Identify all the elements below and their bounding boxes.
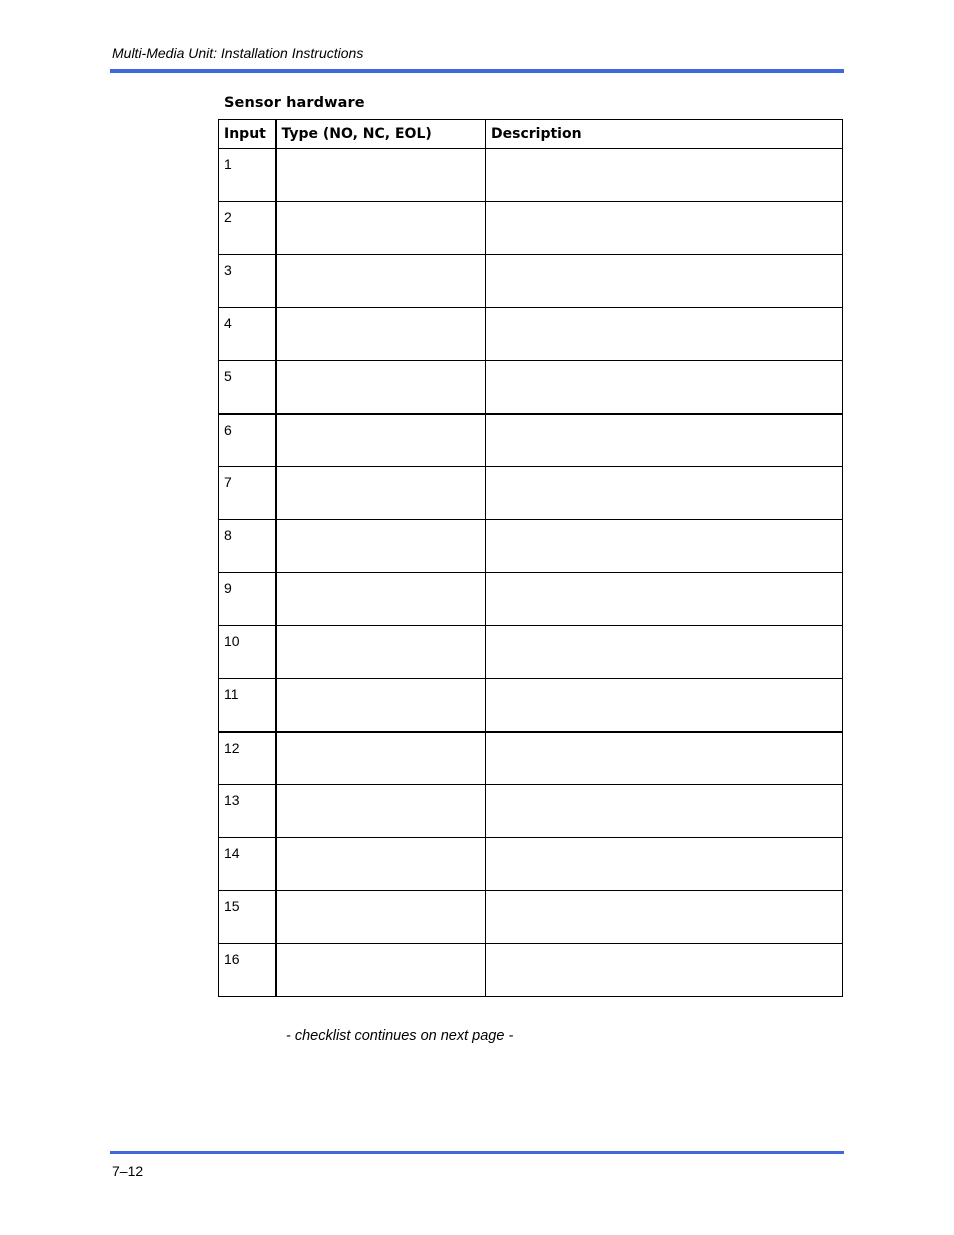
section-title: Sensor hardware — [224, 95, 365, 111]
column-header-description: Description — [486, 120, 843, 149]
table-row — [219, 838, 843, 891]
description-cell — [486, 732, 843, 785]
input-number-cell: 8 — [219, 520, 276, 573]
input-number-cell: 4 — [219, 308, 276, 361]
type-cell — [276, 891, 486, 944]
description-cell — [486, 891, 843, 944]
column-header-type: Type (NO, NC, EOL) — [276, 120, 486, 149]
type-cell — [276, 520, 486, 573]
continuation-note: - checklist continues on next page - — [286, 1028, 514, 1044]
sensor-hardware-table — [218, 119, 843, 997]
type-cell — [276, 361, 486, 414]
description-cell — [486, 838, 843, 891]
description-cell — [486, 308, 843, 361]
input-number-cell: 16 — [219, 944, 276, 997]
description-cell — [486, 149, 843, 202]
description-cell — [486, 202, 843, 255]
input-number-cell: 14 — [219, 838, 276, 891]
running-header: Multi-Media Unit: Installation Instructions — [112, 45, 364, 61]
input-number-cell: 7 — [219, 467, 276, 520]
footer-rule — [110, 1151, 844, 1154]
input-number-cell: 1 — [219, 149, 276, 202]
type-cell — [276, 149, 486, 202]
description-cell — [486, 520, 843, 573]
input-number-cell: 9 — [219, 573, 276, 626]
type-cell — [276, 732, 486, 785]
input-number-cell: 5 — [219, 361, 276, 414]
type-cell — [276, 255, 486, 308]
table-row — [219, 626, 843, 679]
table-row — [219, 149, 843, 202]
description-cell — [486, 573, 843, 626]
input-number-cell: 2 — [219, 202, 276, 255]
description-cell — [486, 944, 843, 997]
type-cell — [276, 838, 486, 891]
table-row — [219, 732, 843, 785]
header-rule — [110, 69, 844, 73]
input-number-cell: 6 — [219, 414, 276, 467]
table-row — [219, 308, 843, 361]
type-cell — [276, 785, 486, 838]
table-row — [219, 573, 843, 626]
type-cell — [276, 573, 486, 626]
type-cell — [276, 202, 486, 255]
description-cell — [486, 626, 843, 679]
description-cell — [486, 414, 843, 467]
input-number-cell: 10 — [219, 626, 276, 679]
page-number: 7–12 — [112, 1163, 144, 1179]
input-number-cell: 13 — [219, 785, 276, 838]
type-cell — [276, 467, 486, 520]
table-row — [219, 520, 843, 573]
type-cell — [276, 679, 486, 732]
table-row — [219, 414, 843, 467]
description-cell — [486, 785, 843, 838]
table-row — [219, 255, 843, 308]
table-header-row — [219, 120, 843, 149]
type-cell — [276, 414, 486, 467]
table-row — [219, 891, 843, 944]
table-row — [219, 202, 843, 255]
table-row — [219, 679, 843, 732]
table-row — [219, 944, 843, 997]
table-body — [219, 149, 843, 997]
type-cell — [276, 626, 486, 679]
type-cell — [276, 944, 486, 997]
input-number-cell: 11 — [219, 679, 276, 732]
input-number-cell: 3 — [219, 255, 276, 308]
type-cell — [276, 308, 486, 361]
description-cell — [486, 361, 843, 414]
description-cell — [486, 255, 843, 308]
column-header-input: Input — [219, 120, 276, 149]
description-cell — [486, 679, 843, 732]
table-row — [219, 361, 843, 414]
input-number-cell: 15 — [219, 891, 276, 944]
input-number-cell: 12 — [219, 732, 276, 785]
table-row — [219, 467, 843, 520]
description-cell — [486, 467, 843, 520]
table-row — [219, 785, 843, 838]
